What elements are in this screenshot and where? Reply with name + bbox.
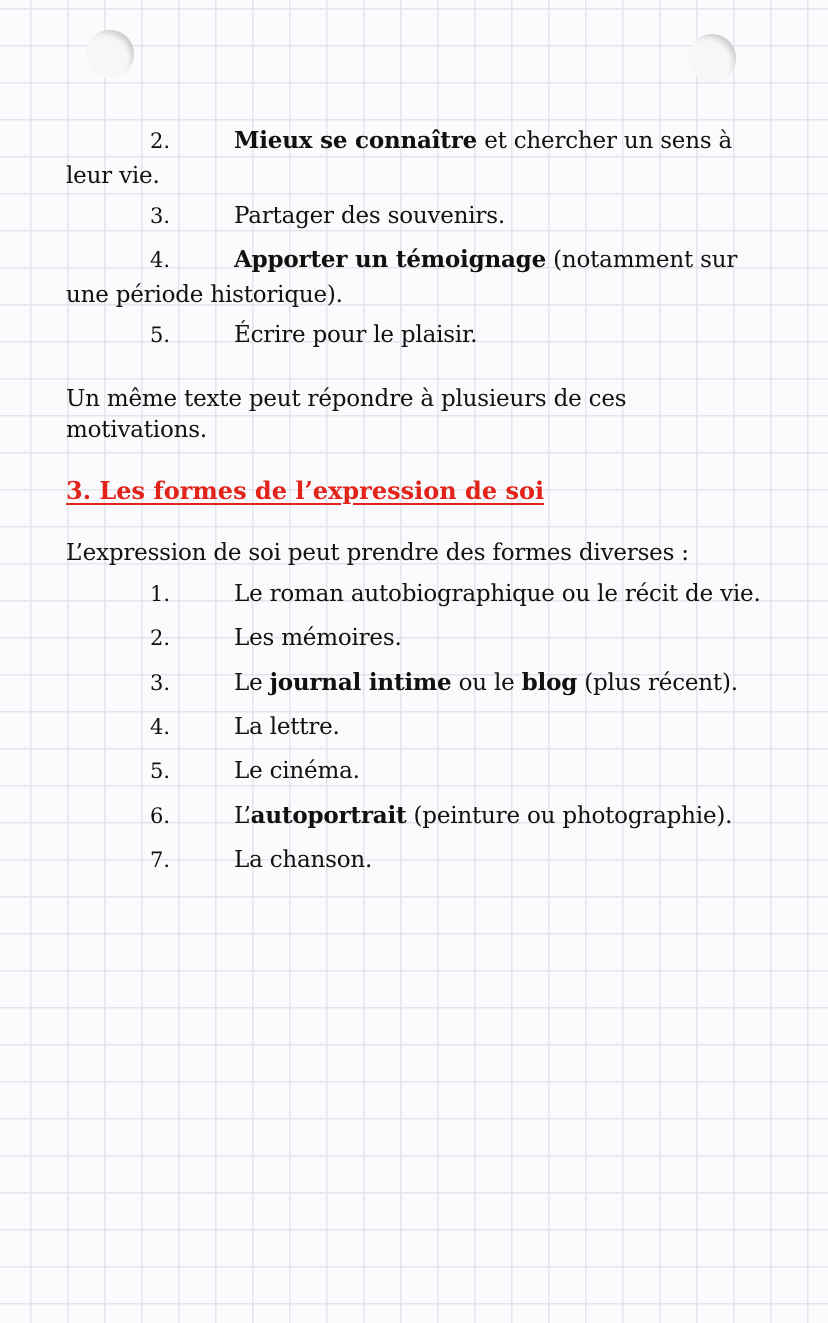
list-number: 4. (150, 715, 171, 739)
list-number: 1. (150, 582, 171, 606)
binder-hole-left (86, 30, 134, 78)
list-item-text: L’autoportrait (peinture ou photographie). (234, 802, 733, 829)
list-item-text: Le journal intime ou le blog (plus récent). (234, 669, 738, 696)
list-item-continuation: leur vie. (66, 163, 160, 189)
list-item-text: Le cinéma. (234, 758, 360, 784)
list-item-text: Le roman autobiographique ou le récit de vie. (234, 581, 761, 607)
list-item-text: Apporter un témoignage (notamment sur (234, 246, 738, 273)
list-number: 2. (150, 129, 171, 153)
list-number: 5. (150, 323, 171, 347)
section-heading: 3. Les formes de l’expression de soi (66, 476, 545, 505)
list-number: 4. (150, 248, 171, 272)
list-item-text: Mieux se connaître et chercher un sens à (234, 127, 733, 154)
list-item-text: Écrire pour le plaisir. (234, 322, 478, 348)
binder-hole-right (688, 34, 736, 82)
list-number: 2. (150, 626, 171, 650)
list-item-continuation: une période historique). (66, 282, 343, 308)
list-item-text: Partager des souvenirs. (234, 203, 505, 229)
list-number: 7. (150, 848, 171, 872)
list-item-text: Les mémoires. (234, 625, 402, 651)
list-item-text: La chanson. (234, 847, 373, 873)
list-number: 3. (150, 671, 171, 695)
paragraph-line: motivations. (66, 417, 207, 443)
intro-text: L’expression de soi peut prendre des formes diverses : (66, 540, 689, 566)
list-item-text: La lettre. (234, 714, 340, 740)
list-number: 5. (150, 759, 171, 783)
list-number: 6. (150, 804, 171, 828)
paragraph-line: Un même texte peut répondre à plusieurs de ces (66, 386, 627, 412)
list-number: 3. (150, 204, 171, 228)
